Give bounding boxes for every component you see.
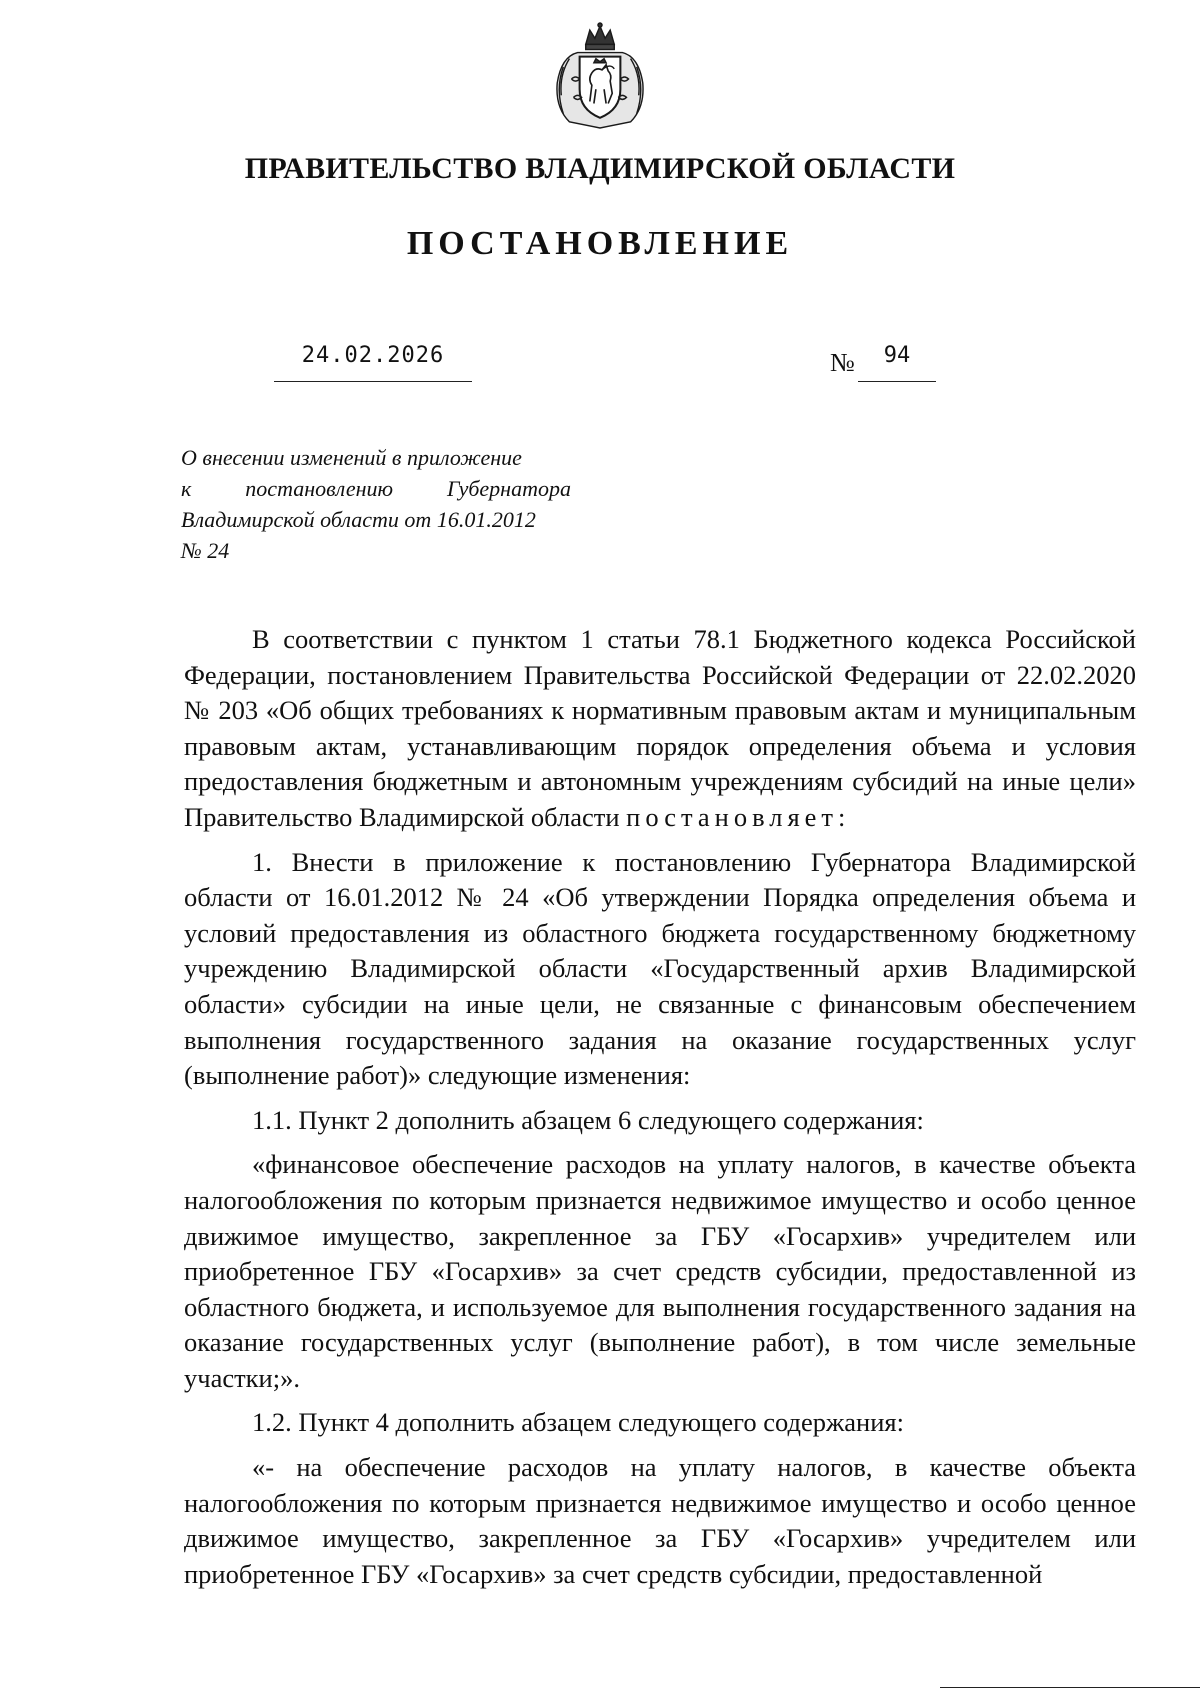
decree-word: постановляет: xyxy=(626,801,851,832)
subject-line: № 24 xyxy=(181,538,230,563)
item-1-1-paragraph: 1.1. Пункт 2 дополнить абзацем 6 следующего содержания: xyxy=(252,1104,924,1135)
item-1-2-paragraph: 1.2. Пункт 4 дополнить абзацем следующего содержания: xyxy=(252,1407,904,1438)
document-date: 24.02.2026 xyxy=(274,343,472,382)
subject-line: О внесении изменений в приложение xyxy=(181,445,522,470)
item-1-1-text-paragraph: «финансовое обеспечение расходов на уплату налогов, в качестве объекта налогообложения по которым признается недвижимое имущество и особо ценное движимое имущество, закрепленное за ГБУ «Госархив» учредителем или приобретенное ГБУ «Госархив» за счет средств субсидии, предоставленной из областного бюджета, и используемое для выполнения государственного задания на оказание государственных услуг (выполнение работ), в том числе земельные участки;». xyxy=(184,1149,1136,1393)
subject-line: Владимирской области от 16.01.2012 xyxy=(181,507,536,532)
footer-rule xyxy=(940,1687,1200,1688)
number-sign: № xyxy=(830,348,855,377)
item-1-2-text-paragraph: «- на обеспечение расходов на уплату налогов, в качестве объекта налогообложения по которым признается недвижимое имущество и особо ценное движимое имущество, закрепленное за ГБУ «Госархив» учредителем или приобретенное ГБУ «Госархив» за счет средств субсидии, предоставленной xyxy=(184,1452,1136,1589)
document-type-title: ПОСТАНОВЛЕНИЕ xyxy=(406,225,794,262)
item-1-paragraph: 1. Внести в приложение к постановлению Губернатора Владимирской области от 16.01.2012 № 24 «Об утверждении Порядка определения объема и условий предоставления из областного бюджета государственному бюджетному учреждению Владимирской области «Государственный архив Владимирской области» субсидии на иные цели, не связанные с финансовым обеспечением выполнения государственного задания на оказание государственных услуг (выполнение работ)» следующие изменения: xyxy=(184,846,1136,1091)
preamble-paragraph xyxy=(184,622,1136,836)
document-number: 94 xyxy=(858,343,936,382)
preamble-text: В соответствии с пунктом 1 статьи 78.1 Бюджетного кодекса Российской Федерации, постановлением Правительства Российской Федерации от 22.02.2020 № 203 «Об общих требованиях к нормативным правовым актам и муниципальным правовым актам, устанавливающим порядок определения объема и условия предоставления бюджетным и автономным учреждениям субсидий на иные цели» Правительство Владимирской области xyxy=(184,624,1136,832)
government-title: ПРАВИТЕЛЬСТВО ВЛАДИМИРСКОЙ ОБЛАСТИ xyxy=(244,152,956,185)
coat-of-arms-icon xyxy=(549,22,651,130)
document-subject xyxy=(181,442,571,566)
subject-line: к постановлению Губернатора xyxy=(181,476,571,501)
document-body xyxy=(184,622,1136,1601)
